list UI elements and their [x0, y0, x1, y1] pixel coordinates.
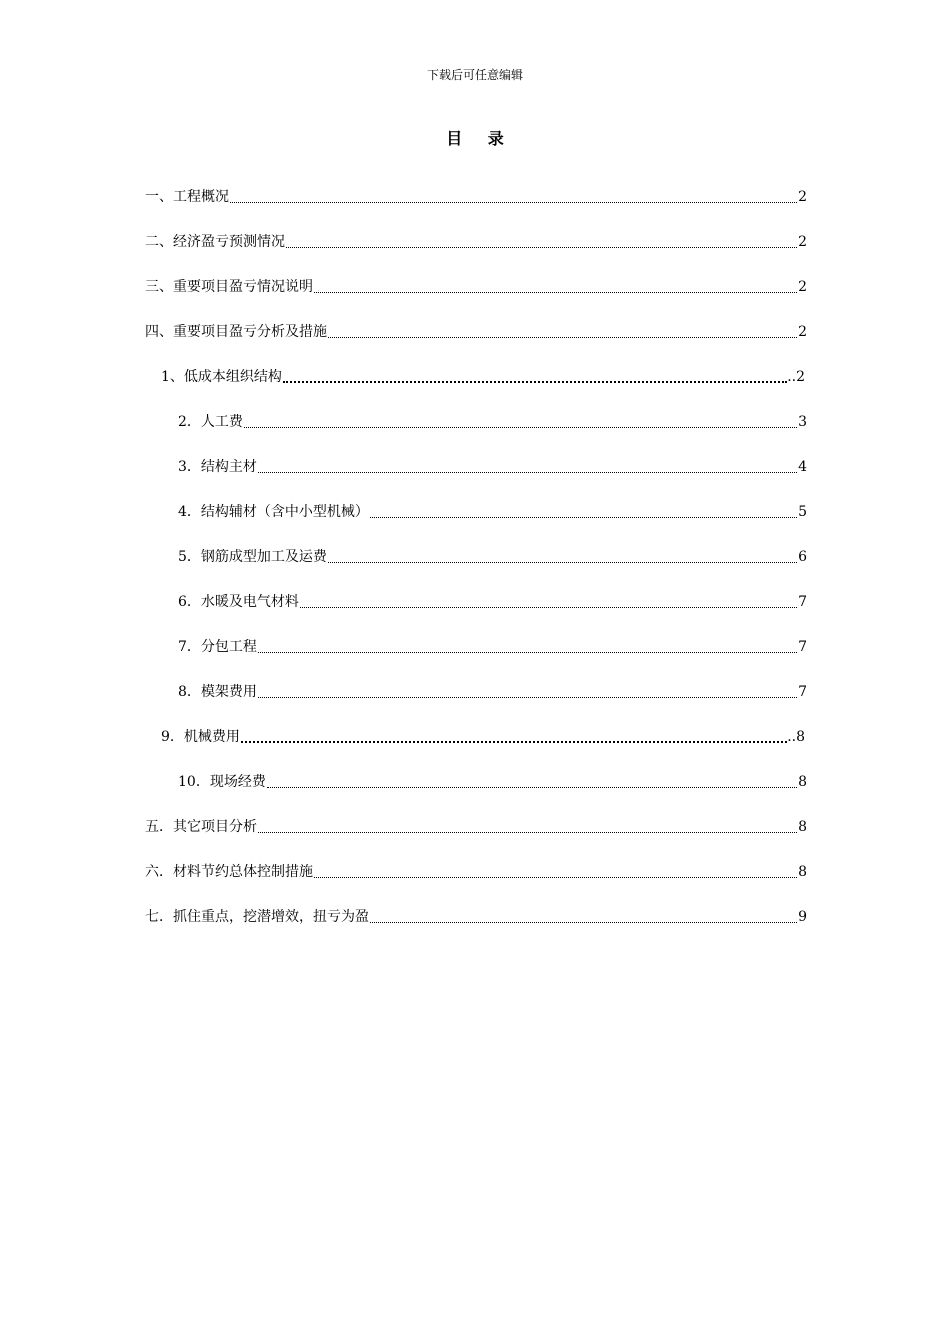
- toc-leader-dots: [300, 606, 797, 608]
- toc-leader-dots: [258, 471, 797, 473]
- toc-leader-dots: [267, 786, 797, 788]
- toc-leader-dots: [370, 516, 797, 518]
- toc-entry-page-number: ..2: [787, 369, 805, 385]
- table-of-contents: [145, 168, 807, 933]
- toc-entry[interactable]: [145, 798, 807, 843]
- toc-leader-dots: [283, 380, 787, 383]
- toc-entry-label: 四、重要项目盈亏分析及措施: [145, 324, 327, 340]
- toc-entry-label: 三、重要项目盈亏情况说明: [145, 279, 313, 295]
- toc-entry[interactable]: [145, 843, 807, 888]
- toc-leader-dots: [230, 201, 797, 203]
- toc-entry-label: 7．分包工程: [178, 639, 257, 655]
- toc-entry-label: 6．水暖及电气材料: [178, 594, 299, 610]
- toc-leader-dots: [286, 246, 797, 248]
- toc-entry[interactable]: [145, 753, 807, 798]
- toc-leader-dots: [258, 831, 797, 833]
- toc-entry-label: 五．其它项目分析: [145, 819, 257, 835]
- toc-entry[interactable]: [145, 888, 807, 933]
- toc-entry[interactable]: [145, 618, 807, 663]
- toc-entry-page-number: 8: [798, 774, 807, 790]
- toc-entry[interactable]: [145, 258, 807, 303]
- toc-entry-label: 六．材料节约总体控制措施: [145, 864, 313, 880]
- toc-entry-page-number: 7: [798, 639, 807, 655]
- toc-entry-page-number: 7: [798, 594, 807, 610]
- toc-entry[interactable]: [145, 528, 807, 573]
- toc-entry-page-number: 2: [798, 234, 807, 250]
- toc-entry-label: 七．抓住重点，挖潜增效，扭亏为盈: [145, 909, 369, 925]
- toc-entry-page-number: 5: [798, 504, 807, 520]
- toc-entry[interactable]: [145, 168, 807, 213]
- toc-leader-dots: [328, 561, 797, 563]
- toc-entry-label: 8．模架费用: [178, 684, 257, 700]
- toc-entry-label: 1、低成本组织结构: [161, 369, 282, 385]
- toc-entry-label: 9．机械费用: [161, 729, 240, 745]
- toc-leader-dots: [258, 651, 797, 653]
- toc-entry[interactable]: [145, 438, 807, 483]
- toc-entry[interactable]: [145, 348, 805, 393]
- header-note: 下载后可任意编辑: [426, 68, 523, 82]
- toc-entry-page-number: 2: [798, 324, 807, 340]
- toc-entry-label: 3．结构主材: [178, 459, 257, 475]
- toc-entry-page-number: 7: [798, 684, 807, 700]
- toc-entry-label: 4．结构辅材（含中小型机械）: [178, 504, 369, 520]
- toc-entry[interactable]: [145, 573, 807, 618]
- toc-leader-dots: [370, 921, 797, 923]
- toc-entry-page-number: 4: [798, 459, 807, 475]
- toc-leader-dots: [241, 740, 787, 743]
- toc-entry-label: 二、经济盈亏预测情况: [145, 234, 285, 250]
- toc-leader-dots: [314, 876, 797, 878]
- toc-entry-label: 5．钢筋成型加工及运费: [178, 549, 327, 565]
- toc-entry-page-number: ..8: [787, 729, 805, 745]
- toc-entry[interactable]: [145, 663, 807, 708]
- toc-leader-dots: [258, 696, 797, 698]
- toc-entry-page-number: 2: [798, 189, 807, 205]
- toc-entry-label: 一、工程概况: [145, 189, 229, 205]
- toc-entry[interactable]: [145, 708, 805, 753]
- toc-leader-dots: [328, 336, 797, 338]
- toc-leader-dots: [314, 291, 797, 293]
- toc-entry-label: 10．现场经费: [178, 774, 266, 790]
- toc-entry-page-number: 3: [798, 414, 807, 430]
- toc-entry-label: 2．人工费: [178, 414, 243, 430]
- toc-entry-page-number: 8: [798, 819, 807, 835]
- toc-entry[interactable]: [145, 393, 807, 438]
- toc-entry-page-number: 9: [798, 909, 807, 925]
- toc-title: 目 录: [446, 129, 514, 148]
- toc-entry-page-number: 2: [798, 279, 807, 295]
- toc-entry[interactable]: [145, 303, 807, 348]
- toc-entry-page-number: 8: [798, 864, 807, 880]
- toc-entry[interactable]: [145, 213, 807, 258]
- toc-entry-page-number: 6: [798, 549, 807, 565]
- toc-leader-dots: [244, 426, 797, 428]
- toc-entry[interactable]: [145, 483, 807, 528]
